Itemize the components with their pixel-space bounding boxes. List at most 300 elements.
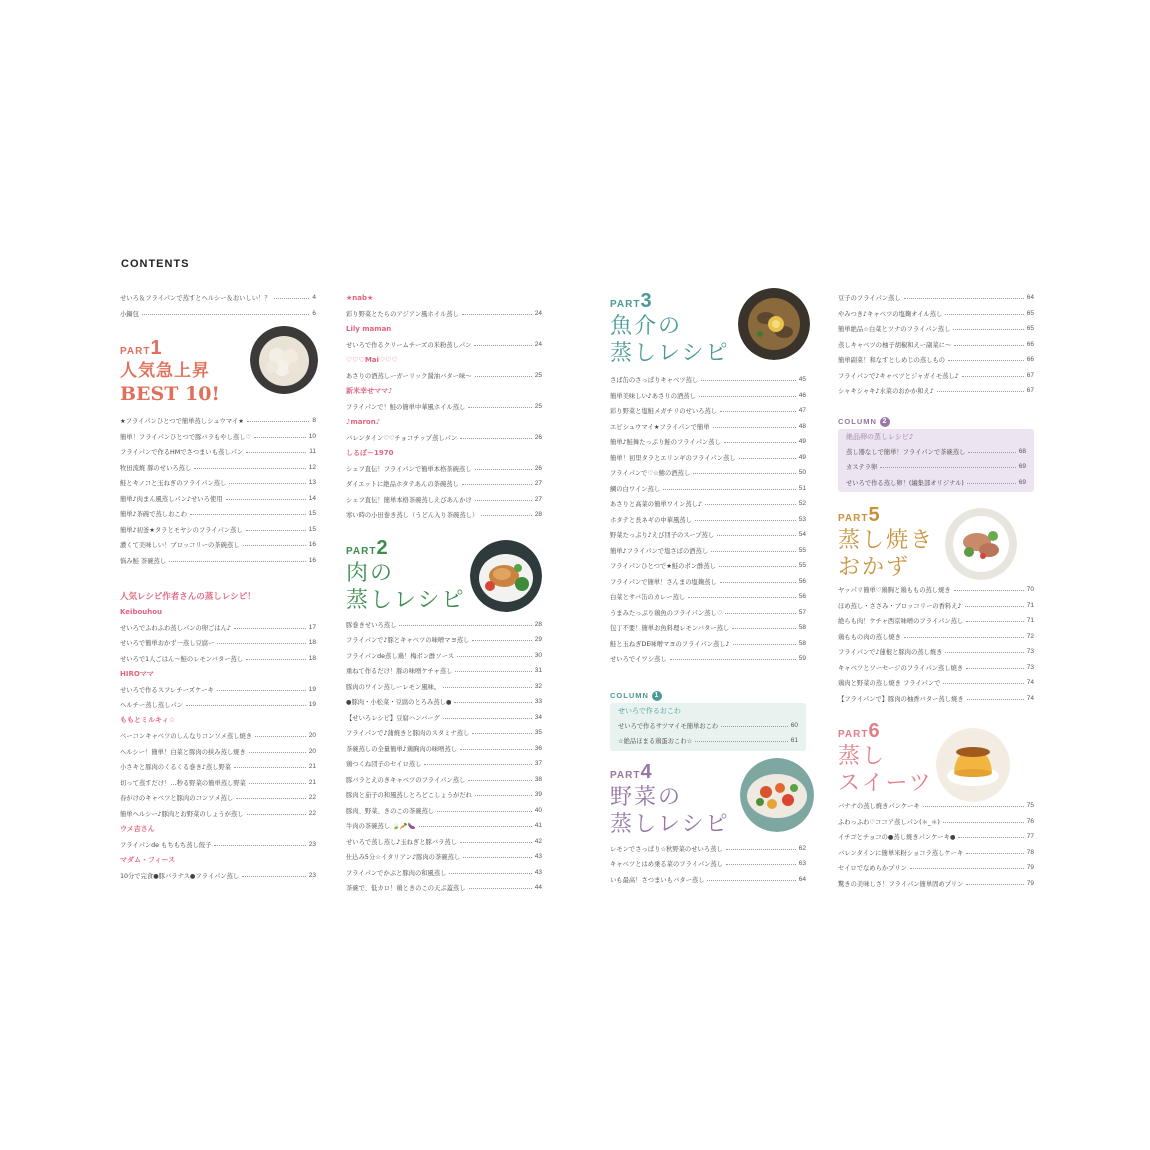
dot-leader: [226, 499, 306, 500]
toc-entry-title: 彩り野菜とたらのアジアン風ホイル蒸し: [346, 310, 459, 318]
toc-entry-page: 21: [308, 763, 316, 771]
toc-entry-title: シェフ直伝！フライパンで簡単本格茶碗蒸し: [346, 465, 472, 473]
toc-entry-title: せいろで簡単おかず一蒸し豆腐ー: [120, 640, 215, 648]
toc-entry-page: 50: [798, 469, 806, 477]
toc-entry-title: フライパンで♪豚とキャベツの味噌マヨ蒸し: [346, 637, 470, 645]
toc-row: [346, 694, 542, 710]
part1-list: [120, 413, 316, 568]
dot-leader: [954, 345, 1023, 346]
toc-entry-title: 豚バラとえのきキャベツのフライパン蒸し: [346, 776, 466, 784]
toc-row: [120, 306, 316, 322]
toc-entry-page: 58: [798, 639, 806, 647]
toc-entry-page: 49: [798, 453, 806, 461]
toc-entry-page: 76: [1026, 817, 1034, 825]
toc-entry-title: いも最高！さつまいもバター蒸し: [610, 876, 705, 884]
toc-entry-title: フライパンで♪キャベツとジャガイモ蒸し♪: [838, 372, 959, 380]
toc-row: [846, 475, 1026, 491]
toc-row: [838, 582, 1034, 598]
dot-leader: [693, 473, 796, 474]
dot-leader: [475, 500, 532, 501]
toc-entry-page: 65: [1026, 325, 1034, 333]
toc-entry-page: 47: [798, 407, 806, 415]
part1-number: 1: [150, 337, 162, 359]
toc-entry-title: うまみたっぷり鶏魚のフライパン蒸し♡: [610, 609, 723, 617]
toc-entry-page: 78: [1026, 848, 1034, 856]
toc-entry-title: 牧田流焼 豚のせいろ蒸し: [120, 464, 192, 472]
toc-entry-title: 簡単♪鮭舞たっぷり鮭のフライパン蒸し: [610, 439, 721, 447]
author-name: ももとミルキィ☆: [120, 716, 176, 725]
dot-leader: [449, 873, 531, 874]
toc-entry-title: 蒸しキャベツの柚子胡椒和えー副菜に〜: [838, 341, 952, 349]
toc-row: [120, 697, 316, 713]
toc-entry-page: 30: [534, 651, 542, 659]
author-groups: [120, 604, 316, 883]
toc-row: [120, 522, 316, 538]
part1-title-line2: BEST 10!: [120, 383, 220, 405]
column1-number: 1: [652, 691, 662, 701]
toc-entry-title: 簡単！初里タラとエリンギのフライパン蒸し: [610, 454, 736, 462]
dot-leader: [475, 469, 532, 470]
toc-row: [838, 598, 1034, 614]
toc-row: [346, 306, 542, 322]
part5-number: 5: [868, 504, 880, 526]
column1-list: [618, 718, 798, 749]
dot-leader: [460, 438, 532, 439]
toc-entry-title: 切って蒸すだけ！…秒る野菜の簡単蒸し野菜: [120, 779, 246, 787]
toc-entry-title: イチゴとチョコの●蒸し焼きパンケーキ●: [838, 834, 956, 842]
toc-entry-title: 包丁不要！簡単お魚料理レモンバター蒸し: [610, 625, 730, 633]
dot-leader: [242, 876, 306, 877]
toc-entry-title: フライパンde もちもち蒸し餃子: [120, 841, 212, 849]
toc-entry-title: 簡単♪茶碗で蒸しおこわ: [120, 511, 187, 519]
column1-title: せいろで作るおこわ: [618, 707, 681, 715]
toc-row: [120, 444, 316, 460]
toc-entry-page: 60: [790, 721, 798, 729]
toc-entry-page: 69: [1018, 463, 1026, 471]
part4-number: 4: [640, 760, 652, 783]
dot-leader: [460, 749, 532, 750]
toc-entry-page: 56: [798, 593, 806, 601]
toc-entry-page: 79: [1026, 864, 1034, 872]
toc-entry-title: カステラ卵: [846, 464, 878, 472]
part6-list: [838, 798, 1034, 891]
dot-leader: [254, 437, 306, 438]
toc-entry-title: セイロでなめらかプリン: [838, 865, 907, 873]
toc-row: [838, 675, 1034, 691]
toc-row: [610, 589, 806, 605]
toc-entry-title: キャベツとはめ乗る菜のフライパン蒸し: [610, 861, 724, 869]
column2-number: 2: [880, 417, 890, 427]
part1-label: PART: [120, 346, 151, 357]
toc-entry-title: 簡単ヘルシー♪豚肉とお野菜のしょうが蒸し: [120, 810, 244, 818]
part3-number: 3: [640, 290, 652, 312]
toc-row: [610, 496, 806, 512]
part2-title-line2: 蒸しレシピ: [346, 587, 466, 613]
toc-entry-page: 73: [1026, 663, 1034, 671]
dot-leader: [475, 376, 532, 377]
toc-row: [346, 399, 542, 415]
toc-entry-title: フライパンで♡☆鯵の酒蒸し: [610, 470, 691, 478]
dot-leader: [255, 736, 306, 737]
part6-food-photo: [936, 728, 1010, 802]
toc-entry-title: フライパンひとつで★鮭のポン酢蒸し: [610, 563, 716, 571]
toc-entry-page: 27: [534, 495, 542, 503]
toc-entry-title: ベーコンキャベツのしんなりコンソメ蒸し焼き: [120, 733, 253, 741]
toc-entry-page: 34: [534, 713, 542, 721]
dot-leader: [739, 458, 796, 459]
toc-entry-title: 簡単！フライパンひとつで豚バラもやし蒸し♡: [120, 433, 252, 441]
toc-row: [838, 876, 1034, 892]
toc-row: [346, 741, 542, 757]
toc-row: [346, 865, 542, 881]
dot-leader: [475, 795, 532, 796]
dot-leader: [966, 668, 1024, 669]
toc-entry-title: ダイエットに絶品ホタテあんの茶碗蒸し: [346, 481, 459, 489]
toc-entry-page: 20: [308, 732, 316, 740]
toc-row: [120, 759, 316, 775]
toc-entry-page: 22: [308, 809, 316, 817]
dot-leader: [455, 671, 531, 672]
toc-entry-title: 豚肉のワイン蒸しーレモン風味。: [346, 683, 441, 691]
dot-leader: [945, 314, 1023, 315]
toc-entry-page: 59: [798, 655, 806, 663]
dot-leader: [725, 613, 795, 614]
toc-entry-page: 15: [308, 525, 316, 533]
part6-title-line1: 蒸し: [838, 744, 887, 769]
toc-entry-page: 43: [534, 868, 542, 876]
toc-entry-page: 33: [534, 698, 542, 706]
dot-leader: [217, 643, 305, 644]
toc-entry-page: 64: [798, 875, 806, 883]
toc-entry-title: ふわっふわ♡ココア蒸しパン(＊_＊): [838, 818, 940, 826]
toc-column-4: [838, 290, 1034, 891]
toc-entry-page: 28: [534, 620, 542, 628]
toc-row: [838, 644, 1034, 660]
toc-entry-title: 蒸し器なしで簡単！フライパンで茶碗蒸し: [846, 448, 966, 456]
toc-row: [346, 880, 542, 896]
dot-leader: [688, 597, 796, 598]
dot-leader: [733, 644, 796, 645]
dot-leader: [457, 656, 532, 657]
dot-leader: [472, 640, 531, 641]
toc-row: [120, 506, 316, 522]
toc-entry-title: バナナの蒸し焼きパンケーキ: [838, 803, 920, 811]
dot-leader: [463, 857, 532, 858]
toc-entry-page: 4: [312, 294, 316, 302]
toc-entry-title: 簡単♪肉まん風蒸しパン♪せいろ使用: [120, 495, 223, 503]
toc-entry-page: 53: [798, 515, 806, 523]
toc-entry-title: 茶碗で、低カロ！鶏ときのこの天ぷ蓋蒸し: [346, 885, 466, 893]
toc-entry-page: 39: [534, 791, 542, 799]
dot-leader: [246, 452, 306, 453]
toc-row: [838, 306, 1034, 322]
dot-leader: [247, 421, 309, 422]
dot-leader: [246, 530, 306, 531]
toc-entry-page: 23: [308, 840, 316, 848]
dot-leader: [236, 798, 306, 799]
dot-leader: [720, 411, 796, 412]
toc-entry-title: せいろで作るサツマイモ簡単おこわ: [618, 722, 719, 730]
toc-entry-title: さば缶のさっぱりキャベツ蒸し: [610, 377, 699, 385]
column1-block: [610, 689, 806, 751]
toc-entry-page: 63: [798, 860, 806, 868]
dot-leader: [904, 298, 1024, 299]
toc-entry-page: 61: [790, 737, 798, 745]
contents-heading: CONTENTS: [121, 258, 190, 270]
part1-title-line1: 人気急上昇: [120, 361, 210, 381]
toc-entry-page: 37: [534, 760, 542, 768]
toc-entry-page: 42: [534, 837, 542, 845]
toc-entry-page: 72: [1026, 632, 1034, 640]
dot-leader: [469, 888, 532, 889]
author-name: 新米幸せママ♪: [346, 386, 393, 395]
toc-row: [610, 527, 806, 543]
dot-leader: [713, 427, 796, 428]
dot-leader: [437, 811, 532, 812]
author-name: ♪maron♪: [346, 417, 381, 426]
toc-entry-page: 19: [308, 685, 316, 693]
toc-row: [610, 388, 806, 404]
column2-block: [838, 415, 1034, 493]
dot-leader: [726, 849, 796, 850]
dot-leader: [249, 752, 306, 753]
toc-row: [120, 790, 316, 806]
toc-row: [346, 492, 542, 508]
part3-title-line1: 魚介の: [610, 314, 683, 339]
toc-entry-page: 24: [534, 309, 542, 317]
toc-entry-page: 8: [312, 417, 316, 425]
toc-entry-page: 74: [1026, 694, 1034, 702]
toc-entry-page: 25: [534, 371, 542, 379]
dot-leader: [229, 483, 305, 484]
part4-list: [610, 841, 806, 888]
toc-row: [610, 450, 806, 466]
toc-row: [120, 620, 316, 636]
toc-entry-title: 茶碗蒸しの全量簡単♪鶏胸肉の味噌蒸し: [346, 745, 458, 753]
toc-row: [346, 368, 542, 384]
toc-row: [120, 553, 316, 569]
toc-row: [838, 368, 1034, 384]
dot-leader: [186, 705, 306, 706]
dot-leader: [462, 314, 532, 315]
dot-leader: [670, 659, 796, 660]
toc-row: [120, 728, 316, 744]
dot-leader: [937, 391, 1024, 392]
part6-number: 6: [868, 720, 880, 742]
toc-entry-title: ホタテと長ネギの中華風蒸し: [610, 516, 692, 524]
toc-entry-page: 18: [308, 654, 316, 662]
toc-entry-page: 36: [534, 744, 542, 752]
dot-leader: [234, 767, 306, 768]
toc-row: [120, 744, 316, 760]
author-name: しるぼー1970: [346, 448, 394, 457]
toc-entry-title: バレンタインに簡単米粉ショコラ蒸しケーキ: [838, 849, 964, 857]
toc-row: [120, 475, 316, 491]
toc-row: [346, 725, 542, 741]
toc-entry-page: 55: [798, 546, 806, 554]
toc-entry-page: 6: [312, 309, 316, 317]
toc-row: [120, 806, 316, 822]
toc-entry-title: 簡単副菜！和なすとしめじの蒸しもの: [838, 357, 946, 365]
dot-leader: [462, 484, 532, 485]
part2-food-photo: [470, 540, 542, 612]
part2-list: [346, 617, 542, 896]
toc-entry-page: 46: [798, 391, 806, 399]
dot-leader: [246, 659, 306, 660]
toc-row: [838, 613, 1034, 629]
toc-entry-title: 仕込み5分☆イタリアン♪豚肉の茶碗蒸し: [346, 854, 461, 862]
dot-leader: [399, 625, 531, 626]
toc-entry-title: ヤッパリ簡単♡鶏胸と鶏ももの蒸し焼き: [838, 587, 951, 595]
dot-leader: [910, 868, 1024, 869]
dot-leader: [468, 780, 531, 781]
toc-entry-title: シャキシャキ♪水菜のおかか和え♪: [838, 388, 934, 396]
toc-entry-title: 豚巻きせいろ蒸し: [346, 621, 397, 629]
toc-row: [346, 772, 542, 788]
toc-row: [120, 868, 316, 884]
toc-entry-page: 31: [534, 667, 542, 675]
dot-leader: [454, 702, 531, 703]
part4-label: PART: [610, 769, 641, 781]
author-name: ♡♡♡Mai♡♡♡: [346, 355, 398, 364]
toc-entry-title: 鯛の白ワイン蒸し: [610, 485, 661, 493]
toc-entry-page: 65: [1026, 309, 1034, 317]
dot-leader: [419, 826, 532, 827]
toc-entry-title: 豆子のフライパン蒸し: [838, 295, 901, 303]
toc-entry-page: 67: [1026, 387, 1034, 395]
toc-row: [838, 829, 1034, 845]
dot-leader: [481, 515, 532, 516]
toc-row: [120, 290, 316, 306]
toc-entry-title: あさりと高菜の簡単ワイン蒸し♪: [610, 501, 702, 509]
author-name: Keibouhou: [120, 607, 163, 616]
toc-entry-title: 春がけのキャベツと豚肉のコンソメ蒸し: [120, 795, 234, 803]
dot-leader: [468, 407, 531, 408]
toc-row: [838, 337, 1034, 353]
toc-entry-title: 簡単♪フライパンで塩さばの酒蒸し: [610, 547, 709, 555]
toc-entry-page: 51: [798, 484, 806, 492]
toc-row: [618, 733, 798, 749]
dot-leader: [904, 637, 1024, 638]
toc-row: [610, 512, 806, 528]
toc-row: [120, 837, 316, 853]
dot-leader: [954, 590, 1024, 591]
toc-entry-title: 簡単美味しい♪あさりの酒蒸し: [610, 392, 696, 400]
toc-entry-page: 79: [1026, 879, 1034, 887]
toc-entry-title: 豚肉と茄子の和風蒸しとろどこしょうがだれ: [346, 792, 472, 800]
dot-leader: [943, 683, 1023, 684]
dot-leader: [142, 314, 309, 315]
toc-entry-title: シェフ直伝！簡単本格茶碗蒸しえびあんかけ: [346, 496, 472, 504]
toc-entry-page: 23: [308, 871, 316, 879]
toc-entry-title: フライパンで簡単！さんまの塩麹蒸し: [610, 578, 717, 586]
author-section-title: 人気レシピ作者さんの蒸しレシピ！: [120, 592, 256, 602]
toc-row: [120, 651, 316, 667]
toc-entry-page: 56: [798, 577, 806, 585]
dot-leader: [443, 687, 532, 688]
toc-row: [838, 860, 1034, 876]
toc-entry-page: 32: [534, 682, 542, 690]
dot-leader: [274, 298, 310, 299]
dot-leader: [663, 489, 796, 490]
toc-entry-title: 濃くて美味しい！ブロッコリーの茶碗蒸し: [120, 542, 240, 550]
toc-row: [120, 491, 316, 507]
toc-entry-title: せいろでふわふわ蒸しパンの卵ごはん♪: [120, 624, 232, 632]
toc-row: [610, 620, 806, 636]
toc-row: [120, 537, 316, 553]
dot-leader: [948, 360, 1024, 361]
toc-entry-page: 73: [1026, 648, 1034, 656]
toc-entry-title: せいろで作るスフレチーズケーキ: [120, 686, 214, 694]
toc-entry-title: 豚肉、野菜、きのこの茶碗蒸し: [346, 807, 435, 815]
toc-row: [838, 290, 1034, 306]
toc-entry-page: 35: [534, 729, 542, 737]
col4-intro-list: [838, 290, 1034, 399]
toc-entry-page: 18: [308, 639, 316, 647]
toc-row: [346, 632, 542, 648]
column1-label: COLUMN: [610, 691, 649, 700]
dot-leader: [966, 621, 1024, 622]
toc-entry-page: 54: [798, 531, 806, 539]
toc-entry-page: 29: [534, 636, 542, 644]
part4-title-line2: 蒸しレシピ: [610, 811, 730, 837]
toc-entry-page: 12: [308, 463, 316, 471]
toc-entry-title: フライパンで！鮭の簡単中華風ホイル蒸し: [346, 403, 466, 411]
dot-leader: [234, 628, 306, 629]
toc-entry-page: 66: [1026, 340, 1034, 348]
dot-leader: [732, 628, 796, 629]
toc-entry-title: 鶏つくね団子のセイロ蒸し: [346, 761, 422, 769]
dot-leader: [217, 690, 306, 691]
toc-entry-title: 鶏肉と野菜の蒸し焼き フライパンで: [838, 680, 941, 688]
toc-entry-title: フライパンで♪蓮根と豚肉の蒸し焼き: [838, 649, 943, 657]
column2-label: COLUMN: [838, 417, 877, 426]
dot-leader: [190, 514, 306, 515]
toc-row: [610, 403, 806, 419]
part3-food-photo: [738, 288, 810, 360]
toc-entry-title: バレンタイン♡♡チョコチップ蒸しパン: [346, 434, 458, 442]
toc-row: [610, 574, 806, 590]
toc-entry-title: ★フライパンひとつで簡単蒸しシュウマイ★: [120, 418, 244, 426]
dot-leader: [967, 699, 1024, 700]
toc-entry-title: 小鍋包: [120, 310, 139, 318]
toc-row: [346, 663, 542, 679]
toc-entry-title: せいろで1人ごはん〜鮭のレモンバター蒸し: [120, 655, 244, 663]
toc-row: [346, 430, 542, 446]
toc-entry-title: 白菜とサバ缶のカレー蒸し: [610, 594, 686, 602]
toc-row: [346, 710, 542, 726]
toc-row: [610, 651, 806, 667]
dot-leader: [214, 845, 305, 846]
part5-label: PART: [838, 513, 869, 524]
toc-entry-page: 10: [308, 432, 316, 440]
toc-entry-page: 25: [534, 402, 542, 410]
dot-leader: [460, 842, 532, 843]
dot-leader: [695, 520, 796, 521]
toc-row: [846, 444, 1026, 460]
toc-row: [346, 679, 542, 695]
toc-entry-title: ヘルチー蒸し蒸しパン: [120, 702, 183, 710]
part2-title-line1: 肉の: [346, 560, 395, 586]
toc-entry-title: 鮭とキノコと玉ねぎのフライパン蒸し: [120, 480, 227, 488]
dot-leader: [724, 442, 796, 443]
toc-entry-title: ヘルシー！簡単！白菜と豚肉の挟み蒸し焼き: [120, 748, 246, 756]
dot-leader: [965, 606, 1024, 607]
toc-entry-title: やみつき♪キャベツの塩麹オイル蒸し: [838, 310, 943, 318]
toc-entry-page: 75: [1026, 802, 1034, 810]
toc-entry-page: 71: [1026, 601, 1034, 609]
toc-entry-title: 10分で完食●豚バラナス●フライパン蒸し: [120, 872, 240, 880]
